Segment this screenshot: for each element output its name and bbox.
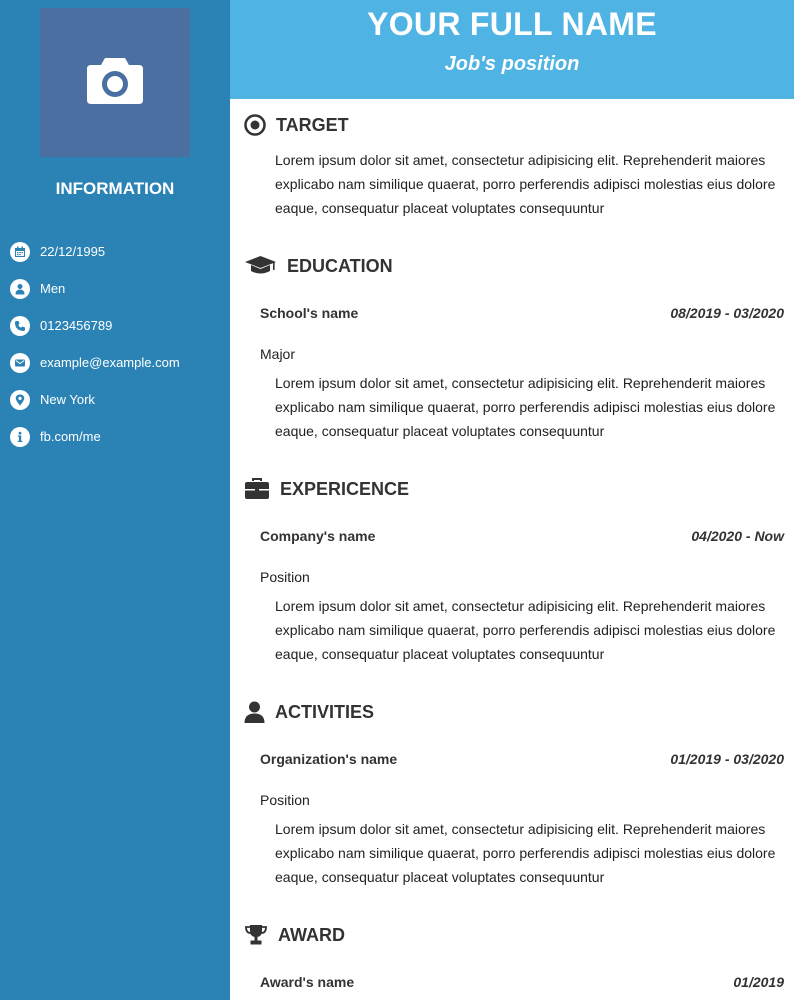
graduation-cap-icon [244, 255, 277, 277]
info-phone-text: 0123456789 [40, 318, 113, 333]
experience-date: 04/2020 - Now [691, 528, 784, 544]
section-education-title: EDUCATION [287, 255, 393, 276]
camera-icon [85, 54, 145, 111]
profile-photo-placeholder[interactable] [40, 8, 190, 157]
activities-position: Position [260, 792, 310, 808]
section-award-title: AWARD [278, 924, 345, 945]
full-name: YOUR FULL NAME [367, 6, 657, 42]
target-icon [244, 114, 266, 136]
education-school-name: School's name [260, 305, 359, 321]
info-email-text: example@example.com [40, 355, 180, 370]
award-name: Award's name [260, 974, 355, 990]
info-item-location [10, 381, 180, 418]
information-list [10, 233, 180, 455]
section-target-title: TARGET [276, 114, 349, 135]
activities-organization-name: Organization's name [260, 751, 398, 767]
section-target-heading [244, 114, 349, 136]
experience-position: Position [260, 569, 310, 585]
info-item-gender [10, 270, 180, 307]
information-title: INFORMATION [55, 179, 175, 198]
section-education-heading [244, 255, 393, 277]
info-gender-text: Men [40, 281, 66, 296]
info-item-birthdate [10, 233, 180, 270]
education-text: Lorem ipsum dolor sit amet, consectetur adipisicing elit. Reprehenderit maiores explicabo nam similique quaerat, porro perferendis adipisci molestias eius dolore eaque, consequatur placeat voluptates consequuntur [275, 375, 776, 439]
info-birthdate-text: 22/12/1995 [40, 244, 106, 259]
map-pin-icon [10, 390, 30, 410]
header-banner [230, 0, 794, 99]
phone-icon [10, 316, 30, 336]
section-experience-title: EXPERICENCE [280, 478, 410, 499]
job-position: Job's position [444, 53, 580, 75]
award-date: 01/2019 [733, 974, 784, 990]
section-activities-title: ACTIVITIES [275, 701, 375, 722]
calendar-icon [10, 242, 30, 262]
info-item-facebook [10, 418, 180, 455]
section-activities-heading [244, 701, 374, 723]
info-facebook-text: fb.com/me [40, 429, 101, 444]
section-award-heading [244, 924, 345, 946]
experience-company-name: Company's name [260, 528, 376, 544]
info-location-text: New York [40, 392, 95, 407]
user-icon [244, 701, 265, 723]
info-item-email [10, 344, 180, 381]
target-text: Lorem ipsum dolor sit amet, consectetur adipisicing elit. Reprehenderit maiores explicabo nam similique quaerat, porro perferendis adipisci molestias eius dolore eaque, consequatur placeat voluptates consequuntur [275, 152, 776, 216]
activities-date: 01/2019 - 03/2020 [670, 751, 784, 767]
info-icon [10, 427, 30, 447]
briefcase-icon [244, 478, 270, 500]
section-experience-heading [244, 478, 409, 500]
experience-text: Lorem ipsum dolor sit amet, consectetur adipisicing elit. Reprehenderit maiores explicabo nam similique quaerat, porro perferendis adipisci molestias eius dolore eaque, consequatur placeat voluptates consequuntur [275, 598, 776, 662]
user-icon [10, 279, 30, 299]
trophy-icon [244, 924, 268, 946]
envelope-icon [10, 353, 30, 373]
info-item-phone [10, 307, 180, 344]
education-date: 08/2019 - 03/2020 [670, 305, 784, 321]
activities-text: Lorem ipsum dolor sit amet, consectetur adipisicing elit. Reprehenderit maiores explicabo nam similique quaerat, porro perferendis adipisci molestias eius dolore eaque, consequatur placeat voluptates consequuntur [275, 821, 776, 885]
sidebar [0, 0, 230, 1000]
education-major: Major [260, 346, 296, 362]
